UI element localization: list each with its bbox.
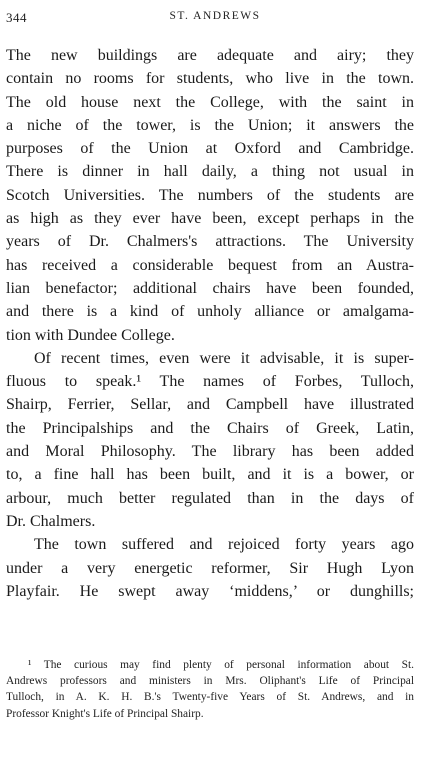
text-line: Of recent times, even were it advisable, it is super- bbox=[34, 349, 414, 367]
text-line: Shairp, Ferrier, Sellar, and Campbell have illustrated bbox=[6, 396, 414, 414]
text-line: the Principalships and the Chairs of Greek, Latin, bbox=[6, 419, 414, 437]
text-line: fluous to speak.¹ The names of Forbes, Tulloch, bbox=[6, 373, 414, 391]
text-line: under a very energetic reformer, Sir Hugh Lyon bbox=[6, 559, 414, 577]
text-line: The old house next the College, with the saint in bbox=[6, 93, 414, 111]
footnote-line: Andrews professors and ministers in Mrs. Oliphant's Life of Principal bbox=[6, 675, 414, 688]
text-line: Scotch Universities. The numbers of the students are bbox=[6, 186, 414, 204]
text-line: Playfair. He swept away ‘middens,’ or dunghills; bbox=[6, 582, 414, 600]
footnote bbox=[6, 657, 414, 722]
text-line: purposes of the Union at Oxford and Cambridge. bbox=[6, 140, 414, 158]
footnote-line: Professor Knight's Life of Principal Shairp. bbox=[6, 707, 204, 720]
paragraph-1 bbox=[6, 44, 414, 347]
text-line: and Moral Philosophy. The library has been added bbox=[6, 443, 414, 461]
text-line: and there is a kind of unholy alliance or amalgama- bbox=[6, 303, 414, 321]
page-header bbox=[6, 8, 424, 28]
page-number: 344 bbox=[6, 10, 27, 25]
paragraph-3 bbox=[6, 533, 414, 603]
text-line: has received a considerable bequest from an Austra- bbox=[6, 256, 414, 274]
text-line: The new buildings are adequate and airy; they bbox=[6, 47, 414, 64]
text-line: as high as they ever have been, except perhaps in the bbox=[6, 210, 414, 228]
text-line: There is dinner in hall daily, a thing not usual in bbox=[6, 163, 414, 181]
text-line: Dr. Chalmers. bbox=[6, 512, 96, 530]
text-line: arbour, much better regulated than in the days of bbox=[6, 489, 414, 507]
running-head: ST. ANDREWS bbox=[169, 10, 261, 22]
body-text bbox=[6, 44, 414, 603]
paragraph-2 bbox=[6, 347, 414, 533]
footnote-line: Tulloch, in A. K. H. B.'s Twenty-five Years of St. Andrews, and in bbox=[6, 691, 414, 704]
text-line: The town suffered and rejoiced forty years ago bbox=[34, 536, 414, 554]
text-line: lian benefactor; additional chairs have been founded, bbox=[6, 279, 414, 297]
text-line: to, a fine hall has been built, and it is a bower, or bbox=[6, 466, 414, 484]
text-line: years of Dr. Chalmers's attractions. The University bbox=[6, 233, 414, 251]
text-line: a niche of the tower, is the Union; it answers the bbox=[6, 116, 414, 134]
text-line: tion with Dundee College. bbox=[6, 326, 175, 344]
footnote-line: ¹ The curious may find plenty of personal information about St. bbox=[28, 659, 414, 671]
text-line: contain no rooms for students, who live in the town. bbox=[6, 70, 414, 88]
